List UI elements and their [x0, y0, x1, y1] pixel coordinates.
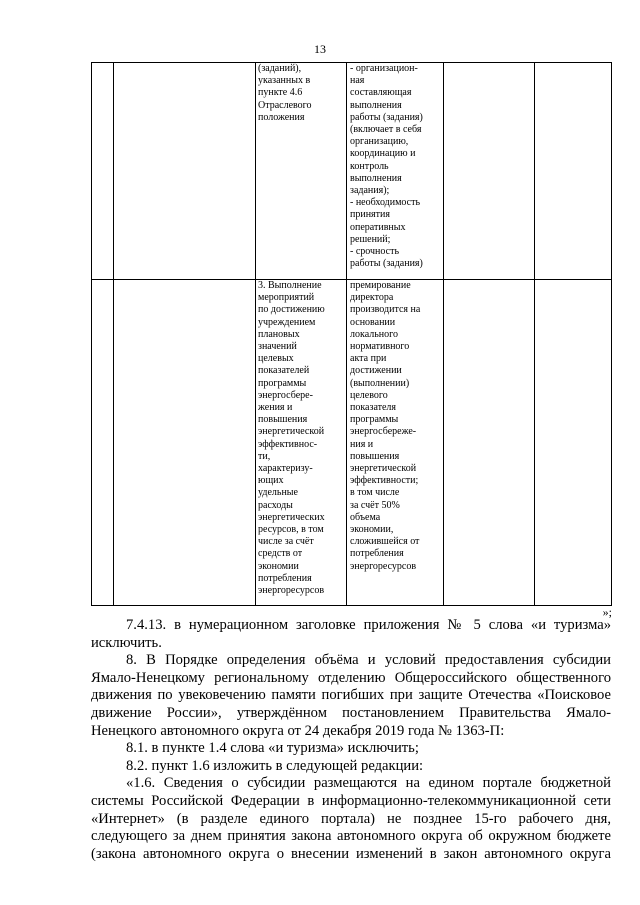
cell-line: (включает в себя: [350, 124, 422, 136]
cell-line: ти,: [258, 450, 271, 462]
cell-line: - организацион-: [350, 63, 418, 74]
cell-line: по достижению: [258, 304, 325, 316]
closing-quote: »;: [602, 605, 612, 619]
cell-line: экономии,: [350, 524, 394, 536]
criterion-cell: [256, 280, 347, 606]
cell-line: характеризу-: [258, 463, 313, 475]
cell-line: локального: [350, 328, 398, 340]
cell-line: за счёт 50%: [350, 499, 400, 511]
cell-line: объема: [350, 511, 381, 523]
cell-line: директора: [350, 292, 394, 304]
cell-line: работы (задания): [350, 258, 423, 270]
cell-line: Отраслевого: [258, 99, 312, 111]
cell-line: повышения: [258, 414, 308, 426]
paragraph: «1.6. Сведения о субсидии размещаются на едином портале бюджетной системы Российской Федерации в информационно-телекоммуникационной сети «Интернет» (в разделе единого портала) не позднее 15-го рабочего дня, следующего за днем принятия закона автономного округа об окружном бюджете (закона автономного округа о внесении изменений в закон автономного округа: [91, 775, 611, 862]
cell-line: программы: [350, 414, 399, 426]
cell-line: расходы: [258, 499, 293, 511]
cell-line: жения и: [258, 402, 293, 414]
cell-line: числе за счёт: [258, 536, 314, 548]
note-cell: [347, 280, 444, 606]
criterion-cell: [256, 63, 347, 280]
cell-line: ная: [350, 75, 365, 87]
cell-line: учреждением: [258, 316, 316, 328]
table-row: [92, 63, 612, 280]
cell-line: задания);: [350, 185, 390, 197]
table-cell-empty: [114, 63, 256, 280]
cell-line: эффективнос-: [258, 438, 318, 450]
cell-line: целевого: [350, 389, 388, 401]
cell-line: положения: [258, 111, 305, 123]
note-cell: [347, 63, 444, 280]
cell-line: плановых: [258, 328, 300, 340]
cell-line: потребления: [258, 572, 312, 584]
cell-line: значений: [258, 341, 297, 353]
page-number: 13: [314, 42, 326, 56]
paragraph: 8.2. пункт 1.6 изложить в следующей редакции:: [126, 757, 424, 774]
cell-line: показателя: [350, 402, 397, 414]
cell-line: энергоресурсов: [258, 585, 325, 597]
cell-line: энергосбереже-: [350, 426, 417, 438]
cell-line: энергетической: [350, 463, 417, 475]
cell-line: потребления: [350, 548, 404, 560]
cell-line: работы (задания): [350, 111, 423, 123]
cell-line: в том числе: [350, 487, 400, 499]
cell-line: выполнения: [350, 99, 402, 111]
paragraph: 8.1. в пункте 1.4 слова «и туризма» исключить;: [126, 740, 419, 757]
cell-line: организацию,: [350, 136, 409, 148]
cell-line: - необходимость: [350, 197, 421, 209]
cell-line: энергоресурсов: [350, 560, 417, 572]
cell-line: ющих: [258, 475, 284, 487]
cell-line: контроль: [350, 160, 389, 172]
cell-line: повышения: [350, 450, 400, 462]
table-cell-empty: [444, 280, 535, 606]
cell-line: целевых: [258, 353, 294, 365]
cell-line: энергосбере-: [258, 389, 313, 401]
table-cell-empty: [114, 280, 256, 606]
cell-line: (выполнении): [350, 377, 410, 389]
cell-line: сложившейся от: [350, 536, 420, 548]
cell-line: акта при: [350, 353, 387, 365]
cell-line: составляющая: [350, 87, 412, 99]
cell-line: - срочность: [350, 246, 400, 258]
table-cell-empty: [535, 280, 612, 606]
table-cell-empty: [92, 280, 114, 606]
cell-line: оперативных: [350, 221, 406, 233]
cell-line: указанных в: [258, 75, 311, 87]
cell-line: программы: [258, 377, 307, 389]
cell-line: ния и: [350, 438, 374, 450]
cell-line: эффективности;: [350, 475, 419, 487]
paragraph: 7.4.13. в нумерационном заголовке приложения № 5 слова «и туризма» исключить.: [91, 617, 611, 651]
cell-line: пункте 4.6: [258, 87, 303, 99]
paragraph: 8. В Порядке определения объёма и условий предоставления субсидии Ямало-Ненецкому региональному отделению Общероссийского общественного движения по увековечению памяти погибших при защите Отечества «Поисковое движение России», утверждённом постановлением Правительства Ямало-Ненецкого автономного округа от 24 декабря 2019 года № 1363-П:: [91, 652, 611, 739]
cell-line: средств от: [258, 548, 303, 560]
body-text: [91, 617, 611, 863]
cell-line: решений;: [350, 233, 391, 245]
table-row: [92, 280, 612, 606]
cell-line: 3. Выполнение: [258, 280, 322, 291]
cell-line: принятия: [350, 209, 390, 221]
table-cell-empty: [444, 63, 535, 280]
cell-line: основании: [350, 316, 396, 328]
cell-line: энергетической: [258, 426, 325, 438]
cell-line: энергетических: [258, 511, 325, 523]
continuation-table: [91, 62, 612, 606]
cell-line: экономии: [258, 560, 299, 572]
cell-line: достижении: [350, 365, 402, 377]
cell-line: показателей: [258, 365, 310, 377]
cell-line: (заданий),: [258, 63, 302, 74]
cell-line: координацию и: [350, 148, 416, 160]
table-cell-empty: [92, 63, 114, 280]
cell-line: премирование: [350, 280, 411, 291]
cell-line: выполнения: [350, 172, 402, 184]
cell-line: мероприятий: [258, 292, 315, 304]
cell-line: ресурсов, в том: [258, 524, 324, 536]
table-cell-empty: [535, 63, 612, 280]
cell-line: нормативного: [350, 341, 410, 353]
cell-line: удельные: [258, 487, 298, 499]
cell-line: производится на: [350, 304, 421, 316]
